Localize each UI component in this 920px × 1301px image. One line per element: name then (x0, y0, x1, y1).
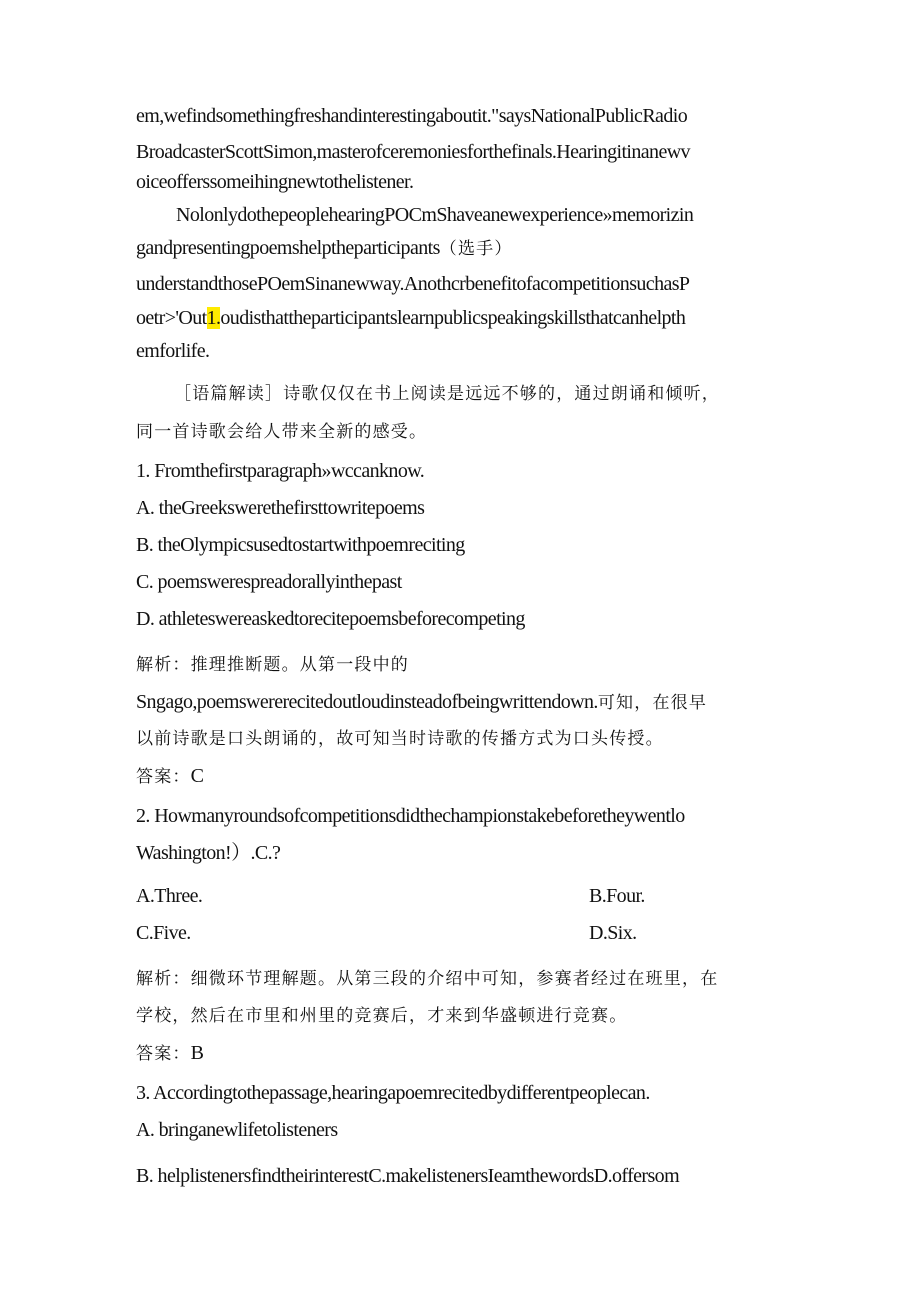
passage-line (136, 306, 796, 330)
option-c: C.Five. (136, 922, 191, 944)
explanation (136, 690, 796, 715)
explanation: 学校，然后在市里和州里的竞赛后，才来到华盛顿进行竞赛。 (136, 1006, 628, 1026)
answer (136, 764, 796, 789)
highlighted-text: 1. (206, 307, 221, 329)
passage-gloss: （选手） (439, 239, 513, 259)
option-d: D. athleteswereaskedtorecitepoemsbeforecompeting (136, 608, 525, 630)
answer-value: C (190, 765, 204, 787)
option-a: A.Three. (136, 885, 203, 907)
passage-line: understandthosePOemSinanewway.AnothcrbenefitofacompetitionsuchasP (136, 273, 690, 295)
answer-label: 答案： (136, 1044, 191, 1064)
passage-line: em,wefindsomethingfreshandinterestingaboutit."saysNationalPublicRadio (136, 105, 688, 127)
passage-line (136, 236, 796, 261)
option-c: C. poemswerespreadorallyinthepast (136, 571, 402, 593)
passage-text: oetr>'Out (136, 307, 207, 329)
question-stem: Washington!）.C.? (136, 842, 281, 864)
option-a: A. bringanewlifetolisteners (136, 1119, 338, 1141)
question-stem: 1. Fromthefirstparagraph»wccanknow. (136, 460, 425, 482)
option-b: B. theOlympicsusedtostartwithpoemreciting (136, 534, 465, 556)
question-stem: 3. Accordingtothepassage,hearingapoemrecitedbydifferentpeoplecan. (136, 1082, 650, 1104)
reading-analysis: 同一首诗歌会给人带来全新的感受。 (136, 422, 428, 442)
passage-line: emforlife. (136, 340, 210, 362)
passage-text: oudisthattheparticipantslearnpublicspeakingskillsthatcanhelpth (220, 307, 686, 329)
explanation-quote: Sngago,poemswererecitedoutloudinsteadofbeingwrittendown. (136, 691, 598, 713)
answer-label: 答案： (136, 767, 191, 787)
question-stem: 2. Howmanyroundsofcompetitionsdidthechampionstakebeforetheywentlo (136, 805, 685, 827)
passage-line: oiceofferssomeihingnewtothelistener. (136, 171, 414, 193)
explanation: 解析：推理推断题。从第一段中的 (136, 655, 409, 675)
option-row (136, 921, 796, 945)
passage-line: BroadcasterScottSimon,masterofceremoniesforthefinals.Hearingitinanewv (136, 141, 690, 163)
answer (136, 1041, 796, 1066)
option-d: D.Six. (589, 922, 637, 944)
explanation: 以前诗歌是口头朗诵的，故可知当时诗歌的传播方式为口头传授。 (136, 729, 664, 749)
passage-line: NolonlydothepeoplehearingPOCmShaveanewexperience»memorizin (176, 204, 694, 226)
option-b: B.Four. (589, 885, 645, 907)
passage-text: gandpresentingpoemshelptheparticipants (136, 237, 440, 259)
reading-analysis: ［语篇解读］诗歌仅仅在书上阅读是远远不够的，通过朗诵和倾听， (174, 384, 720, 404)
explanation-text: 可知，在很早 (597, 693, 708, 713)
option-b: B. helplistenersfindtheirinterestC.makelistenersIeamthewordsD.offersom (136, 1165, 680, 1187)
option-a: A. theGreekswerethefirsttowritepoems (136, 497, 425, 519)
explanation: 解析：细微环节理解题。从第三段的介绍中可知，参赛者经过在班里，在 (136, 969, 719, 989)
option-row (136, 884, 796, 908)
answer-value: B (190, 1042, 204, 1064)
